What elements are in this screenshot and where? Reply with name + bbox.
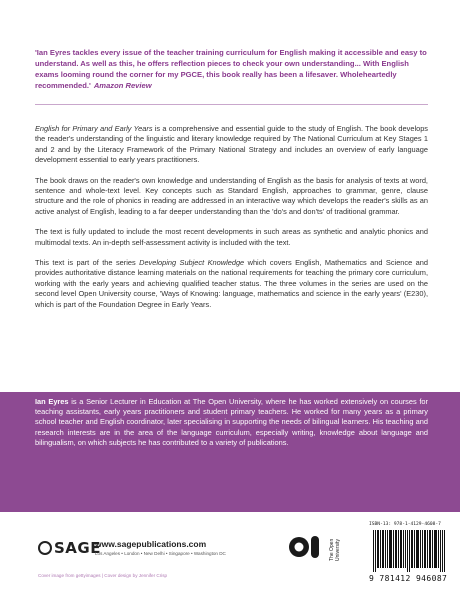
book-title: English for Primary and Early Years	[35, 124, 153, 133]
series-title: Developing Subject Knowledge	[139, 258, 245, 268]
paragraph-4	[35, 258, 428, 310]
paragraph-4-text: which covers English, Mathematics and Science and provides authoritative distance learning materials on the national requirements for teaching the primary core curriculum, working with the early years and achieving qualified teacher status. The three volumes in the series are used on the second level Open University course, 'Ways of Knowing: language, mathematics and science in the early years' (E230), which is part of the Foundation Degree in Early Years.	[35, 258, 428, 309]
sage-logo	[38, 539, 101, 557]
author-bio	[35, 397, 428, 448]
open-university-logo-icon	[287, 532, 325, 562]
description	[35, 124, 428, 320]
barcode-icon	[373, 530, 445, 572]
divider	[35, 104, 428, 105]
sage-logo-text: SAGE	[54, 539, 101, 557]
paragraph-1-text: is a comprehensive and essential guide to the study of English. The book develops the reader's understanding of the linguistic and literary knowledge required by The National Curriculum at Key Stages 1 and 2 and by the Literacy Framework of the Primary National Strategy and includes an overview of early language development essential to early years practitioners.	[35, 124, 428, 165]
open-university-text: The Open University	[329, 538, 341, 561]
author-name: Ian Eyres	[35, 397, 69, 406]
paragraph-4-lead: This text is part of the series	[35, 258, 140, 268]
paragraph-1	[35, 124, 428, 166]
review-quote	[35, 47, 428, 91]
paragraph-3: The text is fully updated to include the most recent developments in such areas as synthetic and analytic phonics and multimodal texts. An in-depth self-assessment activity is included with the text.	[35, 227, 428, 247]
publisher-url[interactable]: www.sagepublications.com	[95, 539, 207, 549]
sage-logo-icon	[38, 541, 52, 555]
barcode-number: 9 781412 946087	[369, 574, 448, 583]
publisher-cities: Los Angeles • London • New Delhi • Singapore • Washington DC	[95, 551, 226, 556]
author-bio-text: is a Senior Lecturer in Education at The Open University, where he has worked extensively on courses for teaching assistants, early years practitioners and student primary teachers. He worked for many years as a primary school teacher and English coordinator, later specialising in supporting the needs of bilingual learners. His teaching and research interests are in the area of the language curriculum, especially writing, knowledge about language and bilingualism, on which subjects he has contributed to a variety of publications.	[35, 397, 428, 447]
quote-source: Amazon Review	[93, 81, 152, 90]
quote-text: 'Ian Eyres tackles every issue of the teacher training curriculum for English making it accessible and easy to understand. As well as this, he offers reflection pieces to check your own understanding... With English exams looming round the corner for my PGCE, this book really has been a lifesaver. Wholeheartedly recommended.'	[35, 48, 427, 90]
isbn-label: ISBN-13: 978-1-4129-4608-7	[369, 522, 441, 527]
paragraph-2: The book draws on the reader's own knowledge and understanding of English as the basis for analysis of texts at word, sentence and whole-text level. Key concepts such as Standard English, approaches to grammar, genre, clause structure and the role of phonics in reading are addressed in an interactive way which develops the reader's skills as an active analyst of English, leading to a far deeper understanding than the 'do's and don'ts' of traditional grammar.	[35, 175, 428, 216]
cover-credits: Cover image from gettyimages | Cover design by Jennifer Crisp	[38, 573, 168, 578]
